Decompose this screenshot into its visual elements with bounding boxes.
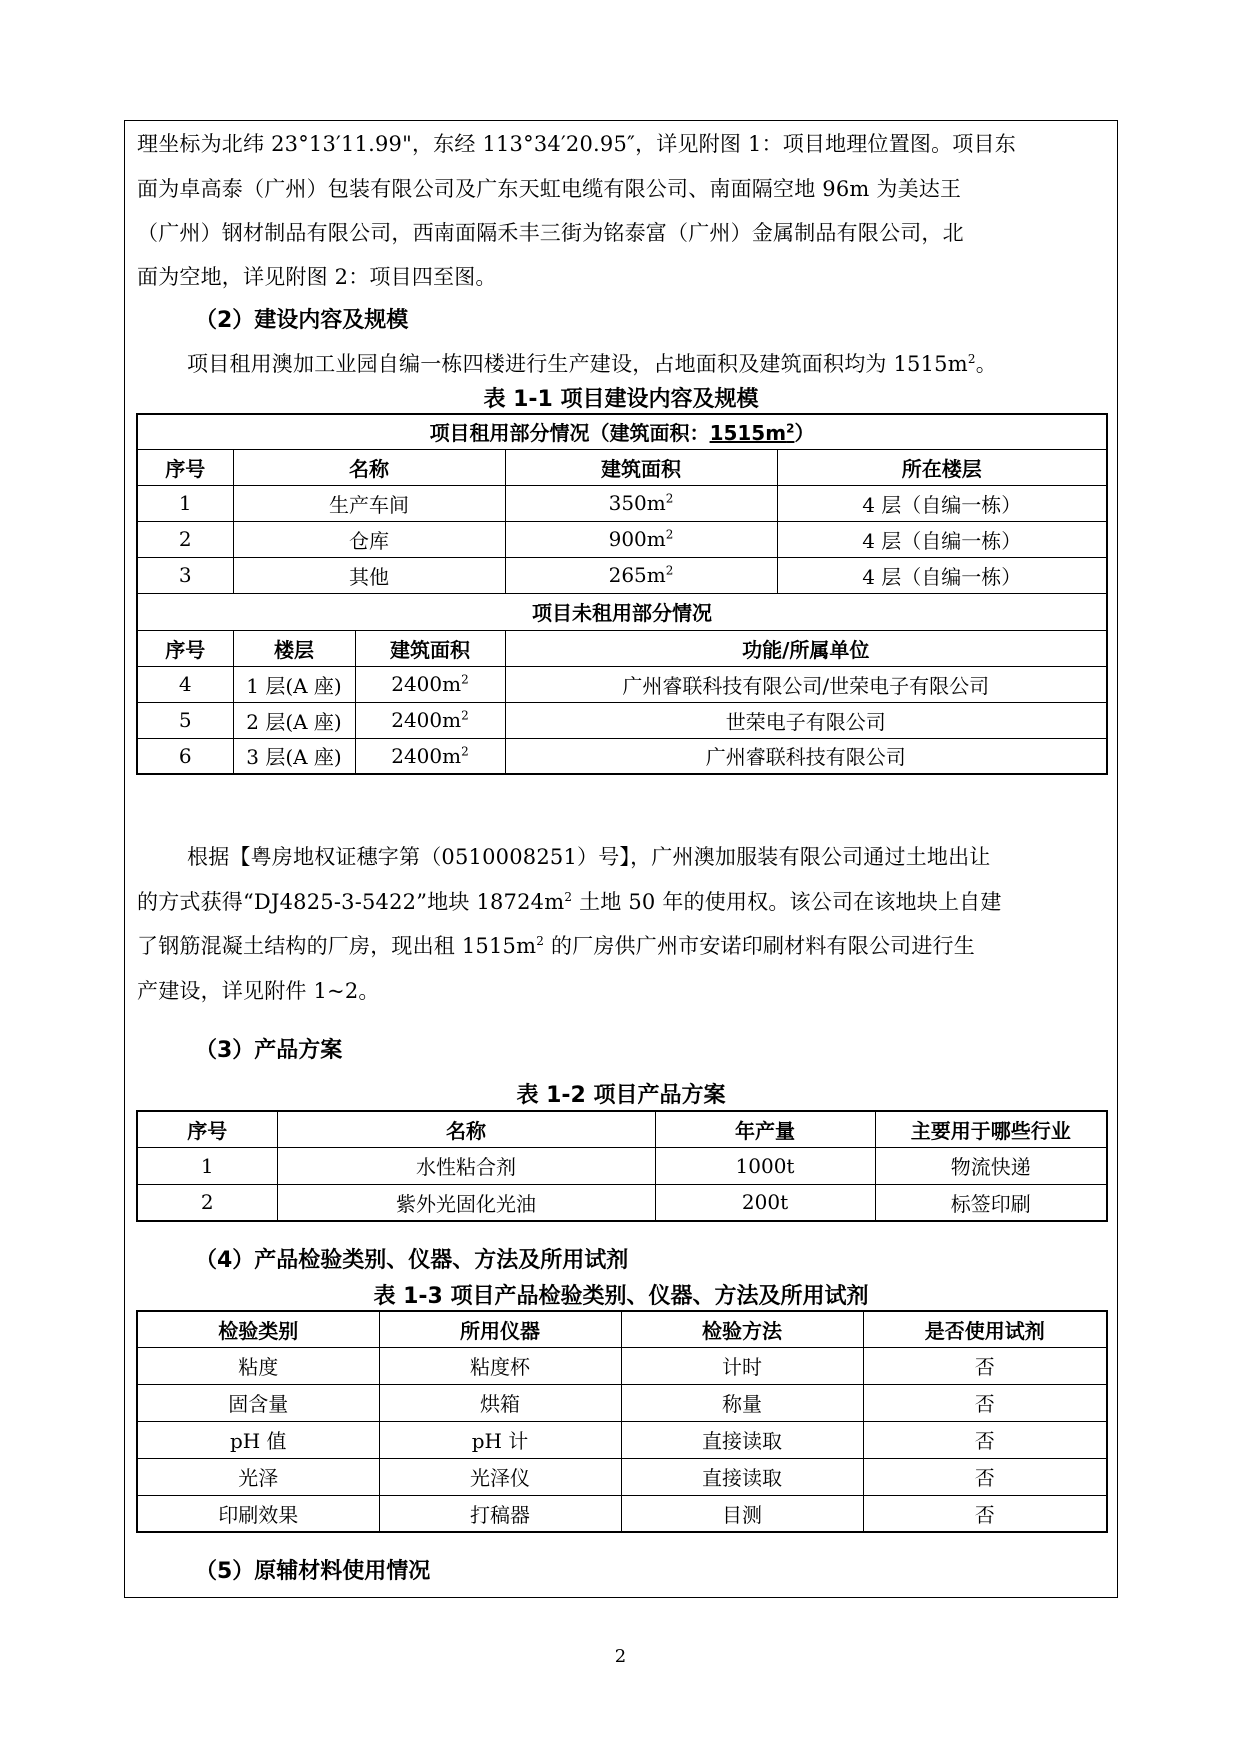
section-2-text — [187, 353, 1161, 375]
table-1-2 — [136, 1110, 1108, 1222]
cell-no: 1 — [137, 485, 233, 521]
cell-method: 计时 — [621, 1347, 863, 1384]
area-value: 2400m — [391, 743, 462, 768]
cell-reagent: 否 — [863, 1458, 1107, 1495]
cell-reagent: 否 — [863, 1347, 1107, 1384]
cell-instrument: 打稿器 — [379, 1495, 621, 1532]
cell-instrument: 光泽仪 — [379, 1458, 621, 1495]
header-cell: 楼层 — [233, 630, 355, 666]
rented-title-text: 项目租用部分情况（建筑面积： — [429, 421, 710, 446]
area-value: 900m — [608, 527, 666, 551]
cell-category: 粘度 — [137, 1347, 379, 1384]
cell-reagent: 否 — [863, 1495, 1107, 1532]
table-row — [137, 557, 1107, 593]
superscript: 2 — [665, 527, 674, 542]
cell-floor: 2 层(A 座) — [233, 702, 355, 738]
superscript: 2 — [536, 934, 545, 948]
cell-reagent: 否 — [863, 1384, 1107, 1421]
cell-no: 2 — [137, 1184, 277, 1221]
page-number: 2 — [614, 1646, 627, 1667]
header-cell: 序号 — [137, 1111, 277, 1147]
header-cell: 名称 — [277, 1111, 655, 1147]
header-cell: 检验方法 — [621, 1311, 863, 1347]
header-cell: 名称 — [233, 449, 505, 485]
superscript: 2 — [461, 708, 469, 723]
table-1-1-caption: 表 1-1 项目建设内容及规模 — [483, 387, 759, 412]
cell-category: 光泽 — [137, 1458, 379, 1495]
cell-industry: 物流快递 — [875, 1147, 1107, 1184]
cell-qty: 1000t — [655, 1147, 875, 1184]
header-cell: 是否使用试剂 — [863, 1311, 1107, 1347]
section-4-heading: （4）产品检验类别、仪器、方法及所用试剂 — [195, 1248, 629, 1273]
table-1-3 — [136, 1310, 1108, 1533]
cell-area — [505, 557, 777, 593]
cell-no: 4 — [137, 666, 233, 702]
cell-name: 其他 — [233, 557, 505, 593]
intro-line-3: （广州）钢材制品有限公司，西南面隔禾丰三街为铭泰富（广州）金属制品有限公司，北 — [137, 221, 964, 245]
table-row — [137, 666, 1107, 702]
cell-floor: 3 层(A 座) — [233, 738, 355, 774]
table-1-1 — [136, 413, 1108, 775]
intro-line-2: 面为卓高泰（广州）包装有限公司及广东天虹电缆有限公司、南面隔空地 96m 为美达王 — [137, 177, 962, 201]
cell-category: 印刷效果 — [137, 1495, 379, 1532]
land-para-line-4: 产建设，详见附件 1~2。 — [137, 979, 380, 1003]
section-2-heading: （2）建设内容及规模 — [195, 308, 409, 333]
cell-name: 仓库 — [233, 521, 505, 557]
cell-floor: 4 层（自编一栋） — [777, 557, 1107, 593]
intro-line-1: 理坐标为北纬 23°13′11.99"，东经 113°34′20.95″，详见附图 1：项目地理位置图。项目东 — [137, 132, 1016, 156]
cell-reagent: 否 — [863, 1421, 1107, 1458]
table-row — [137, 738, 1107, 774]
cell-method: 直接读取 — [621, 1421, 863, 1458]
area-value: 350m — [608, 491, 666, 515]
cell-area — [505, 485, 777, 521]
section-2-text-main: 项目租用澳加工业园自编一栋四楼进行生产建设，占地面积及建筑面积均为 1515m — [187, 352, 968, 376]
cell-area — [505, 521, 777, 557]
cell-instrument: pH 计 — [379, 1421, 621, 1458]
cell-method: 目测 — [621, 1495, 863, 1532]
cell-instrument: 烘箱 — [379, 1384, 621, 1421]
table-row — [137, 1347, 1107, 1384]
table-1-2-caption: 表 1-2 项目产品方案 — [516, 1083, 726, 1108]
cell-floor: 1 层(A 座) — [233, 666, 355, 702]
cell-category: 固含量 — [137, 1384, 379, 1421]
area-value: 2400m — [391, 672, 462, 696]
cell-area — [355, 738, 505, 774]
superscript: 2 — [967, 352, 976, 366]
cell-no: 3 — [137, 557, 233, 593]
cell-area — [355, 666, 505, 702]
table-row — [137, 1147, 1107, 1184]
cell-unit: 广州睿联科技有限公司/世荣电子有限公司 — [505, 666, 1107, 702]
cell-name: 水性粘合剂 — [277, 1147, 655, 1184]
cell-floor: 4 层（自编一栋） — [777, 485, 1107, 521]
header-cell: 主要用于哪些行业 — [875, 1111, 1107, 1147]
land-para-text: 土地 50 年的使用权。该公司在该地块上自建 — [572, 890, 1002, 914]
header-cell: 建筑面积 — [355, 630, 505, 666]
cell-unit: 世荣电子有限公司 — [505, 702, 1107, 738]
table-row — [137, 702, 1107, 738]
area-value: 265m — [608, 563, 666, 587]
area-value: 2400m — [391, 708, 462, 732]
cell-no: 1 — [137, 1147, 277, 1184]
section-3-heading: （3）产品方案 — [195, 1038, 343, 1063]
section-2-text-end: 。 — [975, 352, 997, 376]
header-cell: 序号 — [137, 630, 233, 666]
land-para-line-2 — [137, 891, 1111, 913]
table-row — [137, 485, 1107, 521]
table-row — [137, 1421, 1107, 1458]
rented-title-value: 1515m — [709, 421, 787, 446]
table-row — [137, 1184, 1107, 1221]
land-para-text: 的方式获得“DJ4825-3-5422”地块 18724m — [137, 890, 565, 914]
land-para-line-1: 根据【粤房地权证穗字第（0510008251）号】，广州澳加服装有限公司通过土地出让 — [187, 845, 991, 869]
table-1-3-caption: 表 1-3 项目产品检验类别、仪器、方法及所用试剂 — [373, 1284, 869, 1309]
intro-line-4: 面为空地，详见附图 2：项目四至图。 — [137, 265, 497, 289]
cell-area — [355, 702, 505, 738]
superscript: 2 — [461, 744, 469, 759]
cell-method: 称量 — [621, 1384, 863, 1421]
cell-no: 2 — [137, 521, 233, 557]
superscript: 2 — [665, 563, 674, 578]
rented-section-title — [137, 414, 1107, 449]
section-5-heading: （5）原辅材料使用情况 — [195, 1559, 431, 1584]
superscript: 2 — [786, 421, 795, 436]
superscript: 2 — [564, 890, 573, 904]
superscript: 2 — [461, 672, 469, 687]
cell-floor: 4 层（自编一栋） — [777, 521, 1107, 557]
header-cell: 所用仪器 — [379, 1311, 621, 1347]
header-cell: 序号 — [137, 449, 233, 485]
land-para-text: 了钢筋混凝土结构的厂房，现出租 1515m — [137, 934, 537, 958]
land-para-text: 的厂房供广州市安诺印刷材料有限公司进行生 — [544, 934, 975, 958]
cell-instrument: 粘度杯 — [379, 1347, 621, 1384]
table-row — [137, 1495, 1107, 1532]
cell-qty: 200t — [655, 1184, 875, 1221]
unrented-section-title: 项目未租用部分情况 — [137, 593, 1107, 630]
cell-name: 生产车间 — [233, 485, 505, 521]
table-row — [137, 1458, 1107, 1495]
header-cell: 功能/所属单位 — [505, 630, 1107, 666]
superscript: 2 — [665, 491, 674, 506]
cell-name: 紫外光固化光油 — [277, 1184, 655, 1221]
table-row — [137, 521, 1107, 557]
table-row — [137, 1384, 1107, 1421]
cell-no: 5 — [137, 702, 233, 738]
cell-method: 直接读取 — [621, 1458, 863, 1495]
header-cell: 所在楼层 — [777, 449, 1107, 485]
land-para-line-3 — [137, 935, 1111, 957]
cell-industry: 标签印刷 — [875, 1184, 1107, 1221]
cell-unit: 广州睿联科技有限公司 — [505, 738, 1107, 774]
rented-title-close: ） — [794, 421, 815, 446]
cell-no: 6 — [137, 738, 233, 774]
cell-category: pH 值 — [137, 1421, 379, 1458]
header-cell: 建筑面积 — [505, 449, 777, 485]
header-cell: 检验类别 — [137, 1311, 379, 1347]
header-cell: 年产量 — [655, 1111, 875, 1147]
